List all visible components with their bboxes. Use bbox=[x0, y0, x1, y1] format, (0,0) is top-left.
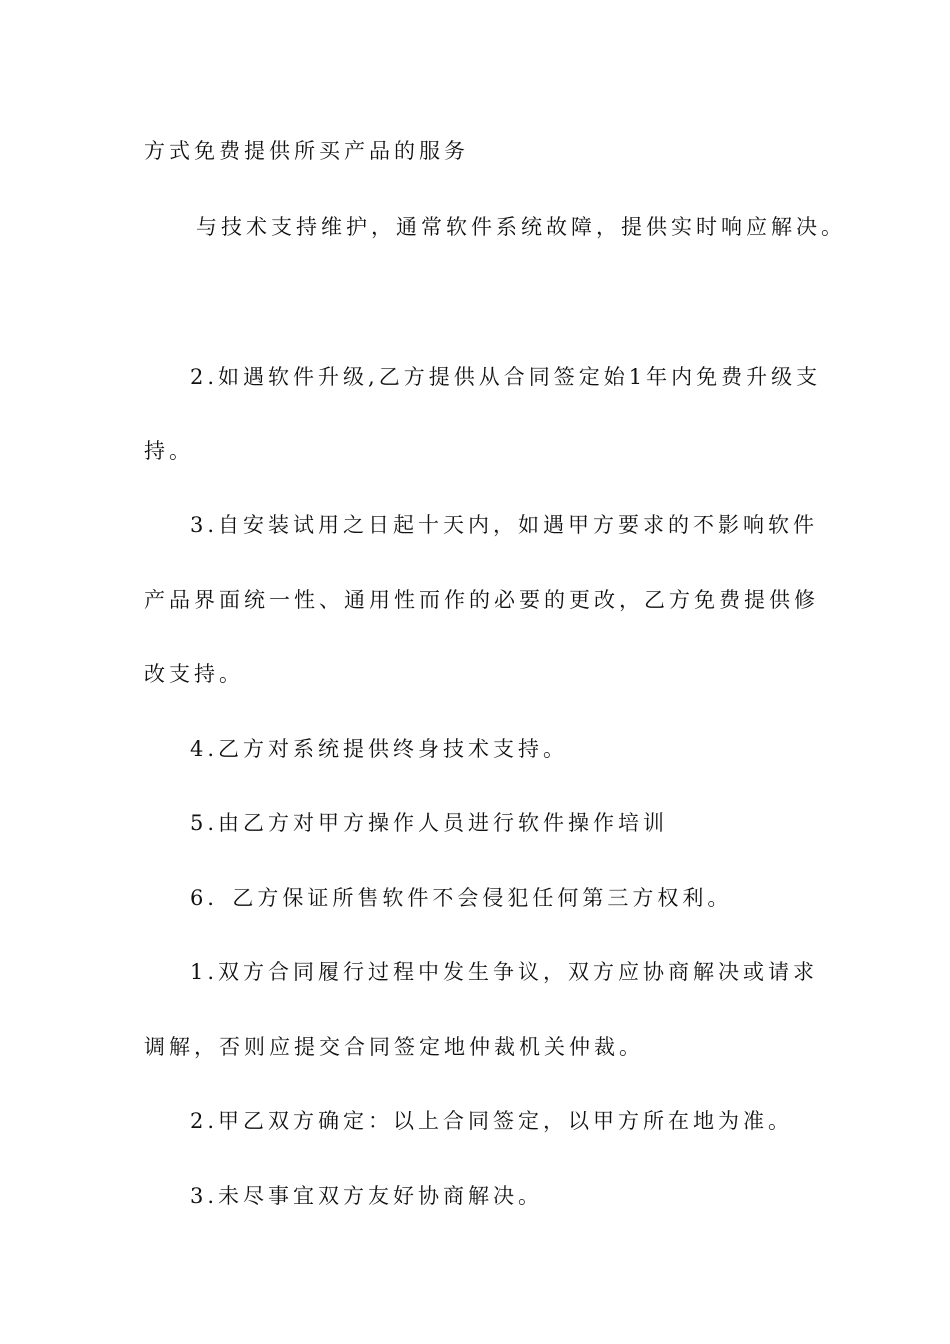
text-line-9: 5.由乙方对甲方操作人员进行软件操作培训 bbox=[190, 811, 669, 835]
text-line-4: 持。 bbox=[144, 439, 194, 463]
text-line-13: 2.甲乙双方确定：以上合同签定，以甲方所在地为准。 bbox=[190, 1109, 794, 1133]
text-line-2: 与技术支持维护，通常软件系统故障，提供实时响应解决。 bbox=[196, 215, 846, 239]
text-line-12: 调解，否则应提交合同签定地仲裁机关仲裁。 bbox=[144, 1035, 644, 1059]
text-line-8: 4.乙方对系统提供终身技术支持。 bbox=[190, 737, 569, 761]
text-line-3: 2.如遇软件升级,乙方提供从合同签定始1年内免费升级支 bbox=[190, 365, 822, 389]
text-line-7: 改支持。 bbox=[144, 662, 244, 686]
text-line-11: 1.双方合同履行过程中发生争议，双方应协商解决或请求 bbox=[190, 960, 819, 984]
text-line-6: 产品界面统一性、通用性而作的必要的更改，乙方免费提供修 bbox=[144, 588, 819, 612]
text-line-14: 3.未尽事宜双方友好协商解决。 bbox=[190, 1184, 544, 1208]
text-line-10: 6．乙方保证所售软件不会侵犯任何第三方权利。 bbox=[190, 886, 733, 910]
text-line-5: 3.自安装试用之日起十天内，如遇甲方要求的不影响软件 bbox=[190, 513, 819, 537]
text-line-1: 方式免费提供所买产品的服务 bbox=[144, 139, 469, 163]
